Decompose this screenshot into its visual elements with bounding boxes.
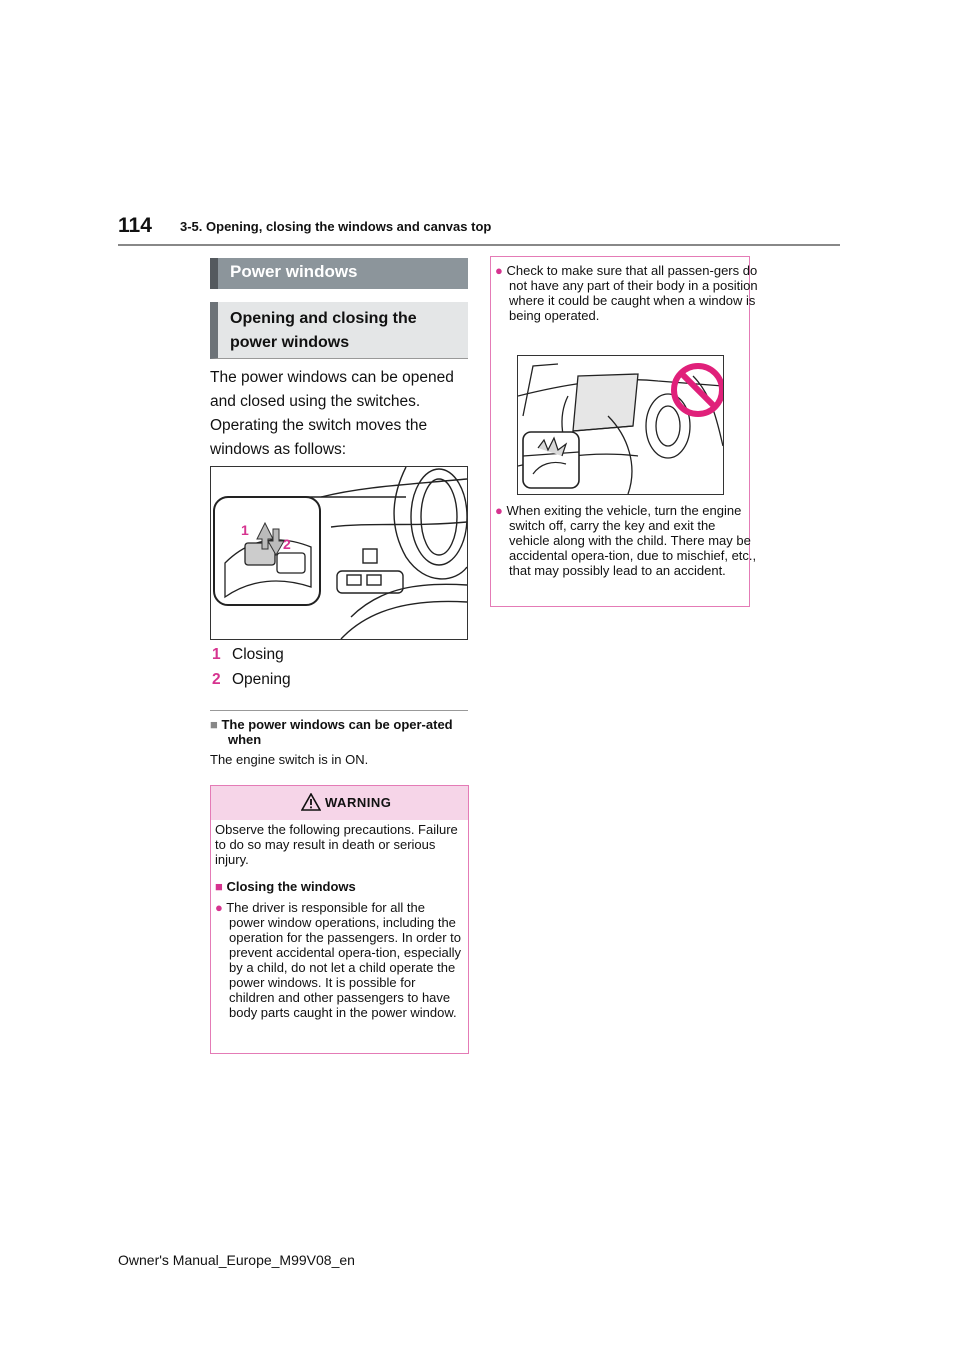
divider — [210, 710, 468, 711]
round-bullet-icon: ● — [495, 263, 507, 278]
warning-subheading — [215, 879, 463, 894]
warning-triangle-icon — [301, 793, 321, 811]
warning-body — [215, 822, 463, 1020]
legend-item-opening — [212, 671, 291, 689]
figure-label-2: 2 — [283, 536, 291, 552]
intro-paragraph: The power windows can be opened and closed using the switches. Operating the switch moves the windows as follows: — [210, 369, 454, 458]
legend-number: 1 — [212, 646, 221, 663]
legend-item-closing — [212, 646, 284, 664]
round-bullet-icon: ● — [215, 900, 227, 915]
warning-box-continued — [490, 256, 758, 607]
round-bullet-icon: ● — [495, 503, 507, 518]
window-pinch-drawing — [518, 356, 723, 494]
warning-subheading-text: Closing the windows — [226, 879, 356, 894]
square-bullet-icon: ■ — [215, 879, 227, 894]
warning-box — [210, 785, 469, 1054]
legend-label: Closing — [232, 646, 284, 663]
warning-intro: Observe the following precautions. Failure to do so may result in death or serious injury. — [215, 822, 458, 867]
header-divider — [118, 244, 840, 246]
condition-heading — [210, 717, 486, 747]
warning-bullet-text: Check to make sure that all passen-gers do not have any part of their body in a position where it could be caught when a window is being operated. — [506, 263, 758, 323]
legend-label: Opening — [232, 671, 291, 688]
figure-label-1: 1 — [241, 522, 249, 538]
subsection-title — [210, 302, 468, 359]
square-bullet-icon: ■ — [210, 717, 222, 732]
footer-text: Owner's Manual_Europe_M99V08_en — [118, 1252, 355, 1268]
subsection-title-line1: Opening and closing the — [230, 310, 417, 327]
window-switch-illustration — [210, 466, 468, 640]
warning-header — [211, 786, 468, 820]
warning-bullet — [215, 900, 463, 1020]
legend-number: 2 — [212, 671, 221, 688]
condition-heading-text: The power windows can be oper-ated when — [221, 717, 453, 747]
section-header: 3-5. Opening, closing the windows and canvas top — [180, 219, 492, 234]
warning-label: WARNING — [325, 795, 392, 810]
warning-bullet-text: When exiting the vehicle, turn the engine switch off, carry the key and exit the vehicle along with the child. There may be accidental opera-tion, due to mischief, etc., that may possibly lead to an accident. — [506, 503, 757, 578]
subsection-title-line2: power windows — [230, 334, 350, 351]
window-pinch-illustration — [517, 355, 724, 495]
warning-bullet — [495, 263, 759, 323]
section-title: Power windows — [210, 258, 468, 289]
page-number: 114 — [118, 214, 152, 237]
warning-bullet-text: The driver is responsible for all the power window operations, including the operation for the passengers. In order to prevent accidental opera-tion, especially by a child, do not let a child operate the power windows. It is possible for children and other passengers to have body parts caught in the power window. — [226, 900, 461, 1020]
warning-bullet — [495, 503, 759, 578]
window-switch-drawing — [211, 467, 467, 639]
condition-text: The engine switch is in ON. — [210, 752, 369, 767]
